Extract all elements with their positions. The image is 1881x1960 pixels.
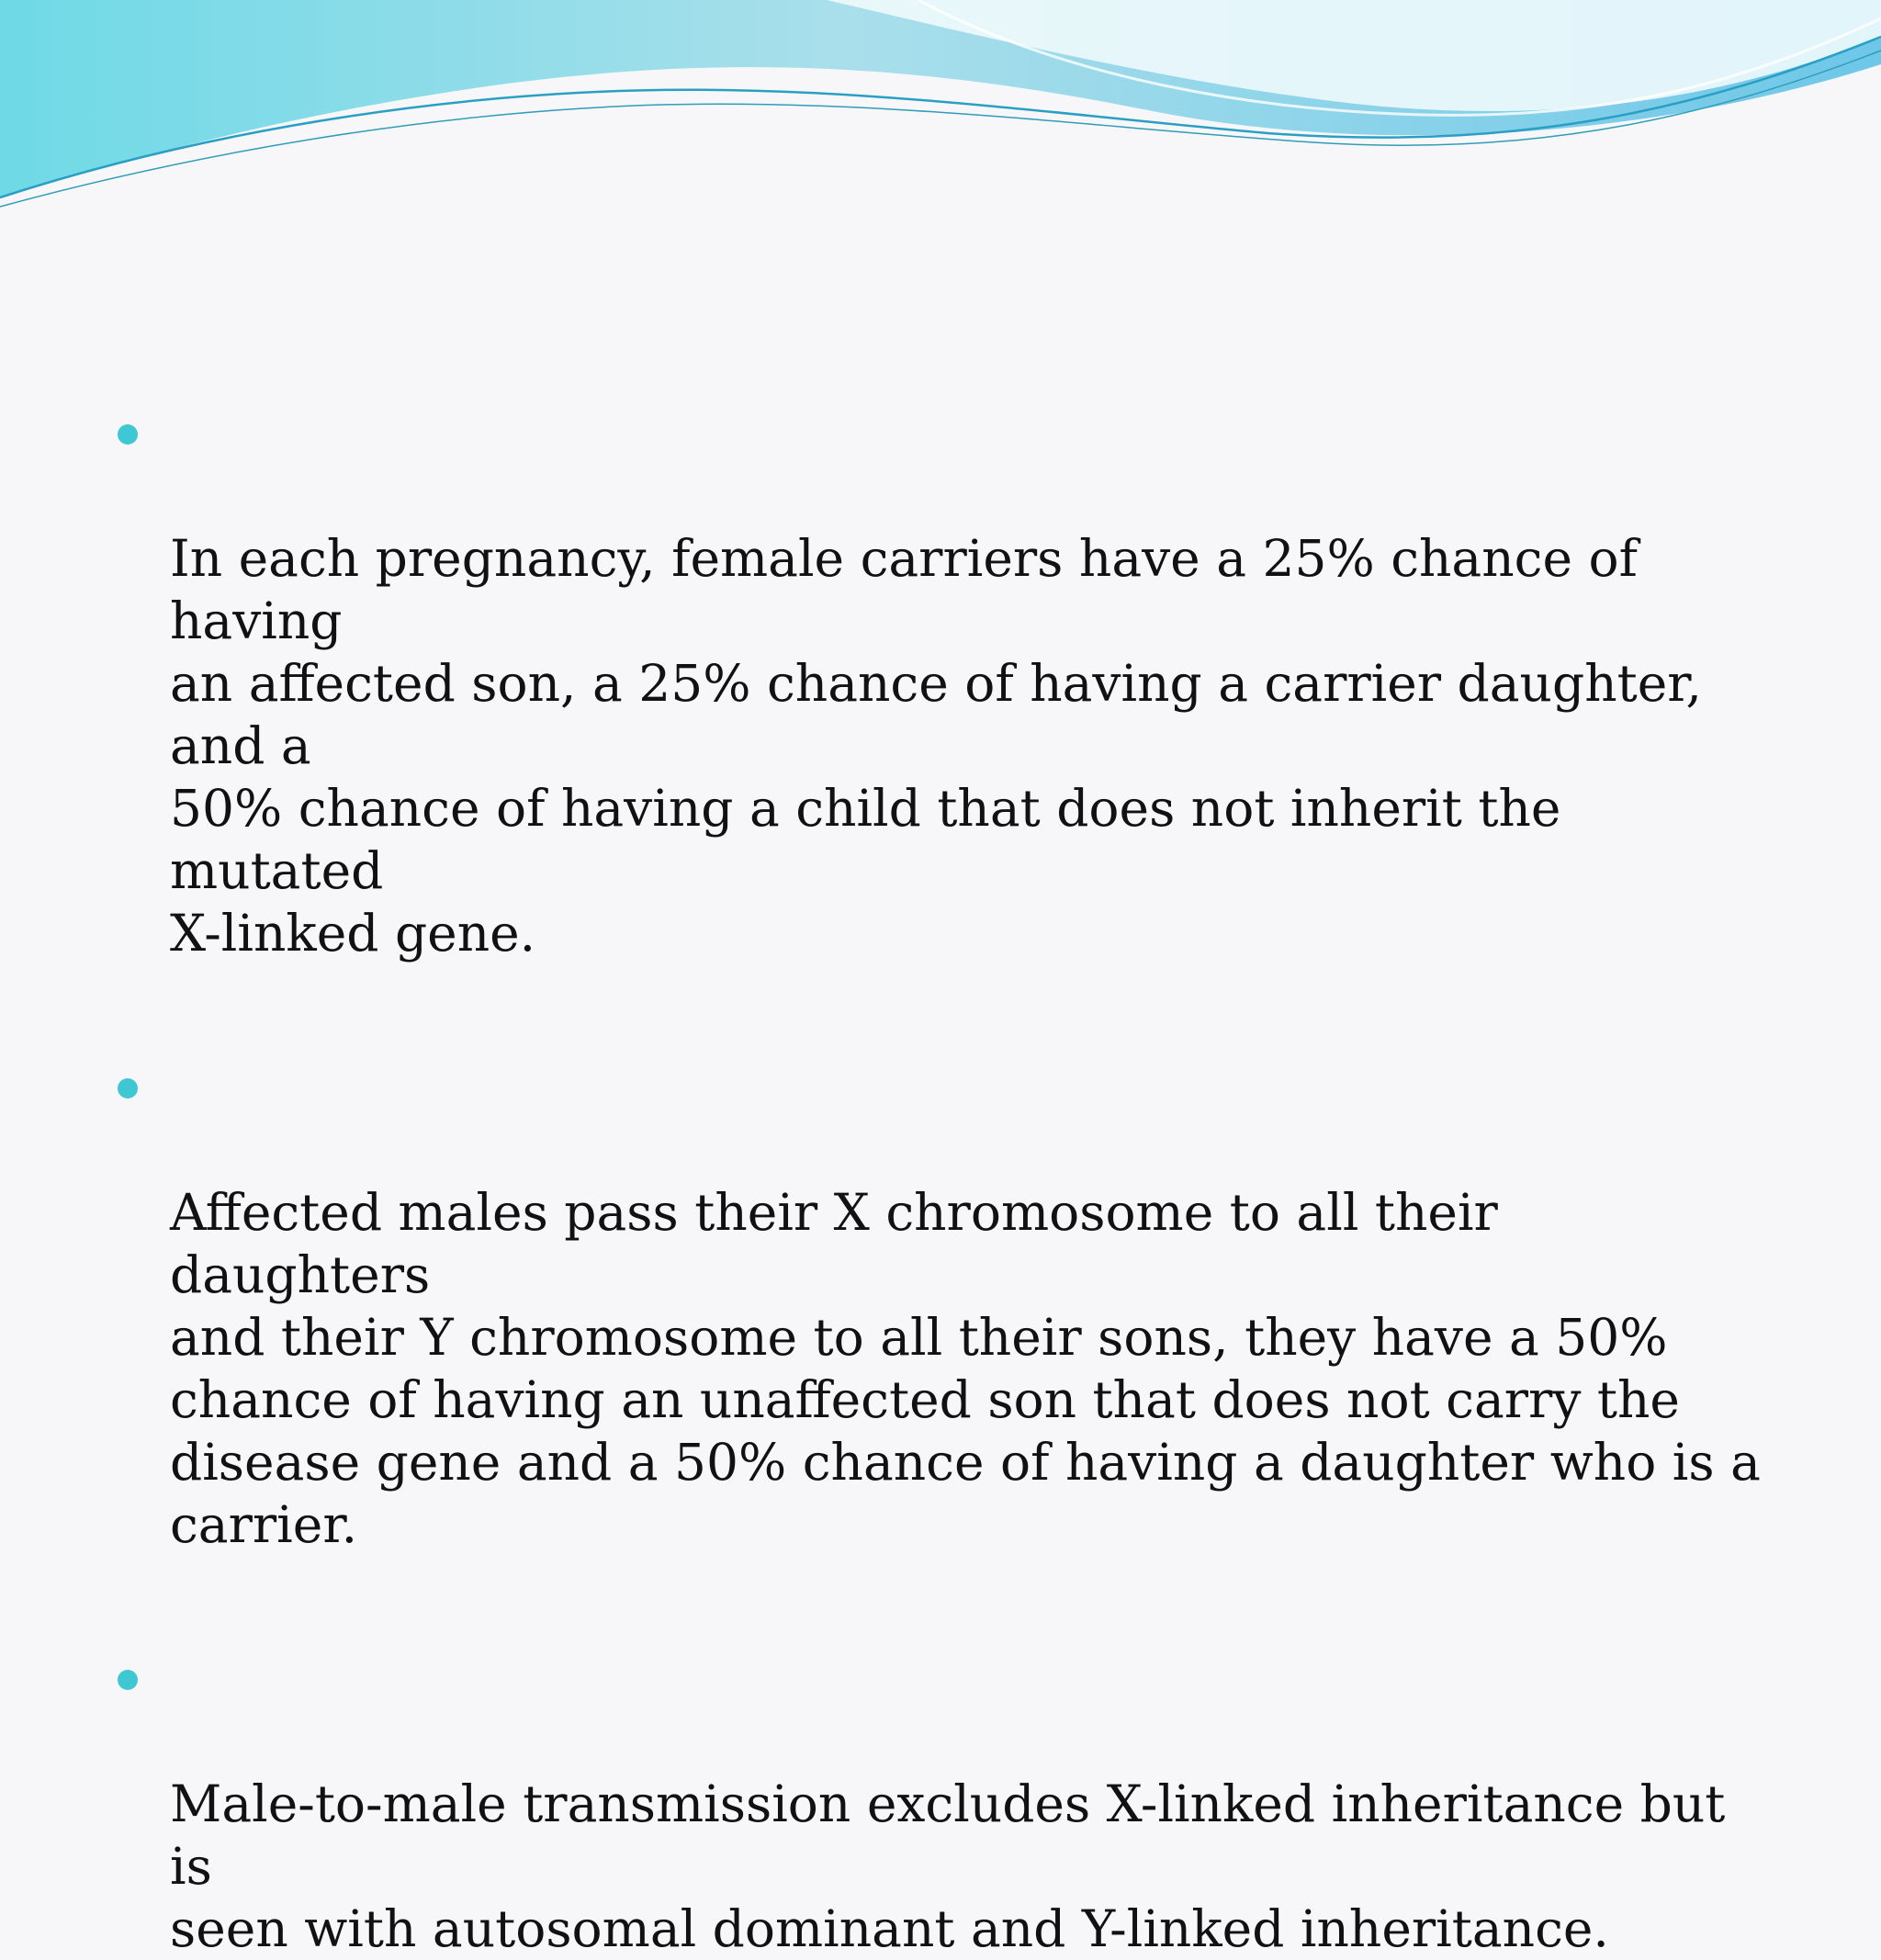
bullet-text: Affected males pass their X chromosome to all their daughters and their Y chromosome to all their sons, they have a 50% chance of having an unaffected son that does not carry the disease gene and a 50% chance of having a daughter who is a carrier. (170, 1183, 1761, 1554)
bullet-list (118, 402, 1771, 1960)
bullet-item (118, 1648, 1771, 1960)
bullet-text: In each pregnancy, female carriers have a 25% chance of having an affected son, a 25% chance of having a carrier daughter, and a 50% chance of having a child that does not inherit the mutated X-linked gene. (170, 529, 1702, 963)
bullet-item (118, 402, 1771, 964)
bullet-dot-icon (118, 1078, 138, 1098)
bullet-text: Male-to-male transmission excludes X-linked inheritance but is seen with autosomal dominant and Y-linked inheritance. (170, 1774, 1726, 1958)
bullet-dot-icon (118, 1670, 138, 1690)
header-wave-decoration (0, 0, 1881, 220)
bullet-item (118, 1056, 1771, 1556)
bullet-dot-icon (118, 424, 138, 445)
